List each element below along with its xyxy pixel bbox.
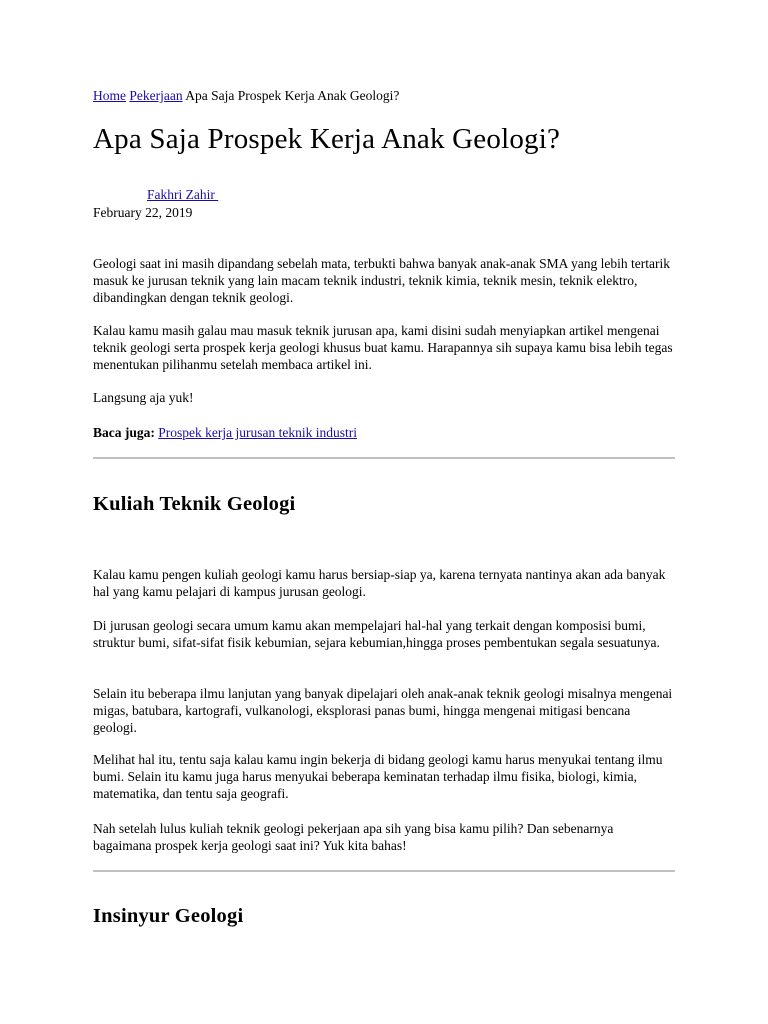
intro-paragraph-3: Langsung aja yuk! — [93, 390, 194, 405]
author-byline — [147, 187, 218, 203]
breadcrumb-category-link[interactable]: Pekerjaan — [129, 88, 183, 103]
breadcrumb-current: Apa Saja Prospek Kerja Anak Geologi? — [185, 88, 400, 103]
section1-paragraph-5: Nah setelah lulus kuliah teknik geologi pekerjaan apa sih yang bisa kamu pilih? Dan sebenarnya bagaimana prospek kerja geologi saat ini? Yuk kita bahas! — [93, 821, 614, 853]
section1-paragraph-4: Melihat hal itu, tentu saja kalau kamu ingin bekerja di bidang geologi kamu harus menyukai tentang ilmu bumi. Selain itu kamu juga harus menyukai beberapa keminatan terhadap ilmu fisika, biologi, kimia, matematika, dan tentu saja geografi. — [93, 752, 663, 801]
read-also-link[interactable]: Prospek kerja jurusan teknik industri — [158, 425, 357, 440]
intro-paragraph-1: Geologi saat ini masih dipandang sebelah mata, terbukti bahwa banyak anak-anak SMA yang lebih tertarik masuk ke jurusan teknik yang lain macam teknik industri, teknik kimia, teknik mesin, teknik elektro, dibandingkan dengan teknik geologi. — [93, 256, 670, 305]
breadcrumb — [93, 88, 399, 104]
page-title: Apa Saja Prospek Kerja Anak Geologi? — [93, 123, 561, 155]
section-divider — [93, 457, 675, 459]
intro-paragraph-2: Kalau kamu masih galau mau masuk teknik jurusan apa, kami disini sudah menyiapkan artikel mengenai teknik geologi serta prospek kerja geologi khusus buat kamu. Harapannya sih supaya kamu bisa lebih tegas menentukan pilihanmu setelah membaca artikel ini. — [93, 323, 673, 372]
read-also-label: Baca juga: — [93, 425, 155, 440]
section-divider — [93, 870, 675, 872]
section1-paragraph-1: Kalau kamu pengen kuliah geologi kamu harus bersiap-siap ya, karena ternyata nantinya akan ada banyak hal yang kamu pelajari di kampus jurusan geologi. — [93, 567, 666, 599]
section-heading-insinyur: Insinyur Geologi — [93, 905, 244, 927]
publish-date: February 22, 2019 — [93, 205, 193, 220]
breadcrumb-home-link[interactable]: Home — [93, 88, 126, 103]
section-heading-kuliah: Kuliah Teknik Geologi — [93, 493, 296, 515]
section1-paragraph-2: Di jurusan geologi secara umum kamu akan mempelajari hal-hal yang terkait dengan komposisi bumi, struktur bumi, sifat-sifat fisik kebumian, sejara kebumian,hingga proses pembentukan segala sesuatunya. — [93, 618, 660, 650]
author-link[interactable]: Fakhri Zahir — [147, 187, 219, 202]
read-also — [93, 424, 357, 441]
section1-paragraph-3: Selain itu beberapa ilmu lanjutan yang banyak dipelajari oleh anak-anak teknik geologi misalnya mengenai migas, batubara, kartografi, vulkanologi, eksplorasi panas bumi, hingga mengenai mitigasi bencana geologi. — [93, 686, 673, 735]
